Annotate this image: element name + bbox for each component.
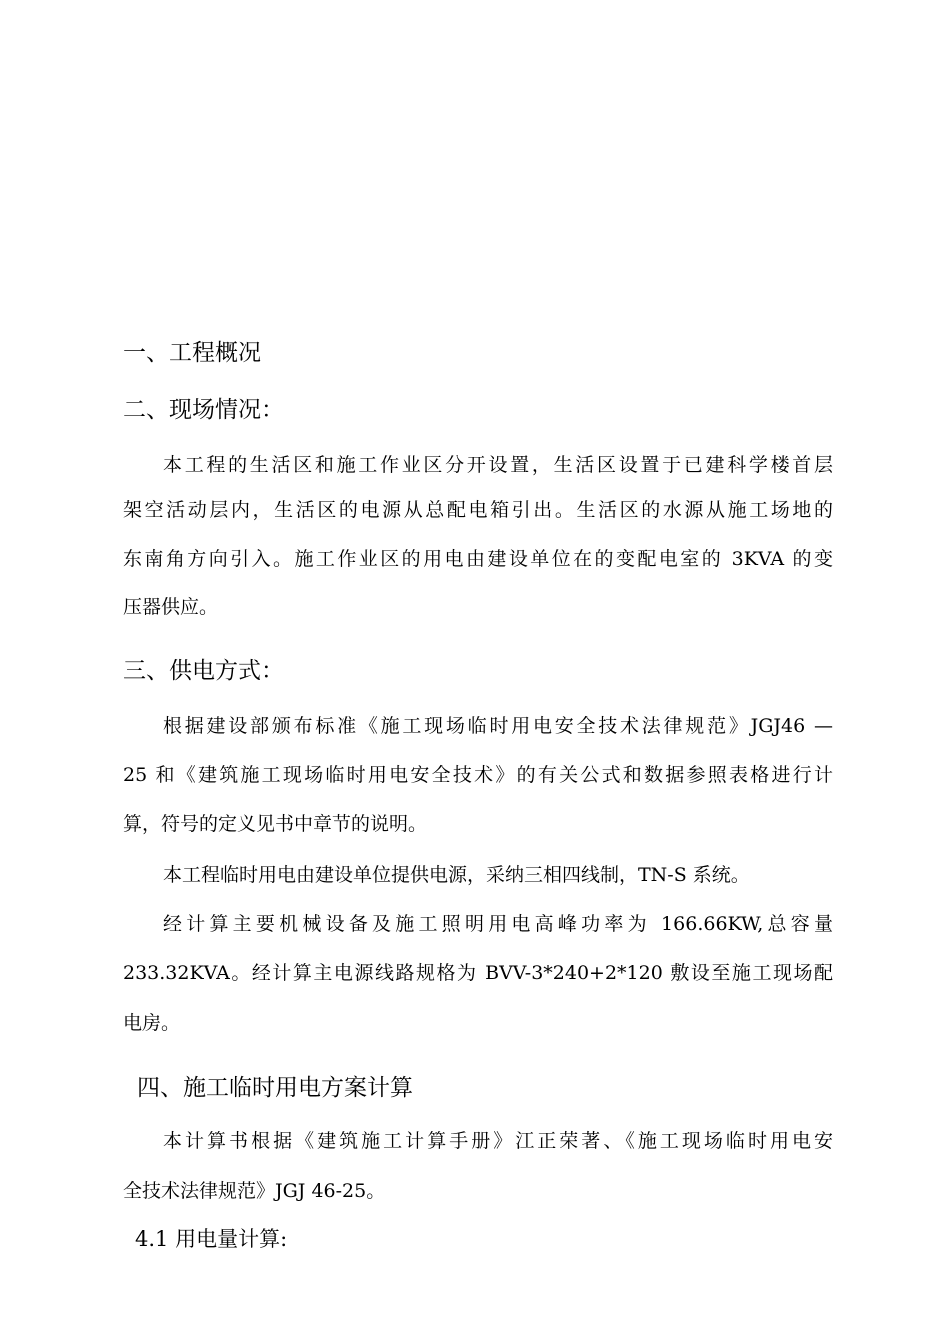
paragraph-line: 全技术法律规范》JGJ 46-25。 (123, 1180, 386, 1202)
section-heading-site: 二、现场情况： (123, 397, 284, 423)
section-heading-calculation: 四、施工临时用电方案计算 (137, 1075, 413, 1101)
paragraph-line: 根据建设部颁布标准《施工现场临时用电安全技术法律规范》JGJ46 — (163, 715, 833, 737)
paragraph-line: 本工程的生活区和施工作业区分开设置，生活区设置于已建科学楼首层 (163, 454, 833, 476)
paragraph-line: 本计算书根据《建筑施工计算手册》江正荣著、《施工现场临时用电安 (163, 1130, 833, 1152)
section-heading-overview: 一、工程概况 (123, 340, 261, 366)
paragraph-line: 25 和《建筑施工现场临时用电安全技术》的有关公式和数据参照表格进行计 (123, 764, 833, 786)
paragraph-line: 233.32KVA。经计算主电源线路规格为 BVV-3*240+2*120 敷设至施工现场配 (123, 962, 833, 984)
section-heading-power-supply: 三、供电方式： (123, 658, 284, 684)
paragraph-line: 经计算主要机械设备及施工照明用电高峰功率为 166.66KW,总容量 (163, 913, 833, 935)
paragraph-line: 算，符号的定义见书中章节的说明。 (123, 813, 428, 835)
paragraph-line: 东南角方向引入。施工作业区的用电由建设单位在的变配电室的 3KVA 的变 (123, 548, 833, 570)
paragraph-line: 电房。 (123, 1012, 181, 1034)
paragraph-line: 压器供应。 (123, 596, 219, 618)
paragraph-line: 本工程临时用电由建设单位提供电源，采纳三相四线制，TN-S 系统。 (163, 864, 750, 886)
subsection-heading-power-calc: 4.1 用电量计算: (135, 1227, 288, 1251)
paragraph-line: 架空活动层内，生活区的电源从总配电箱引出。生活区的水源从施工场地的 (123, 499, 833, 521)
